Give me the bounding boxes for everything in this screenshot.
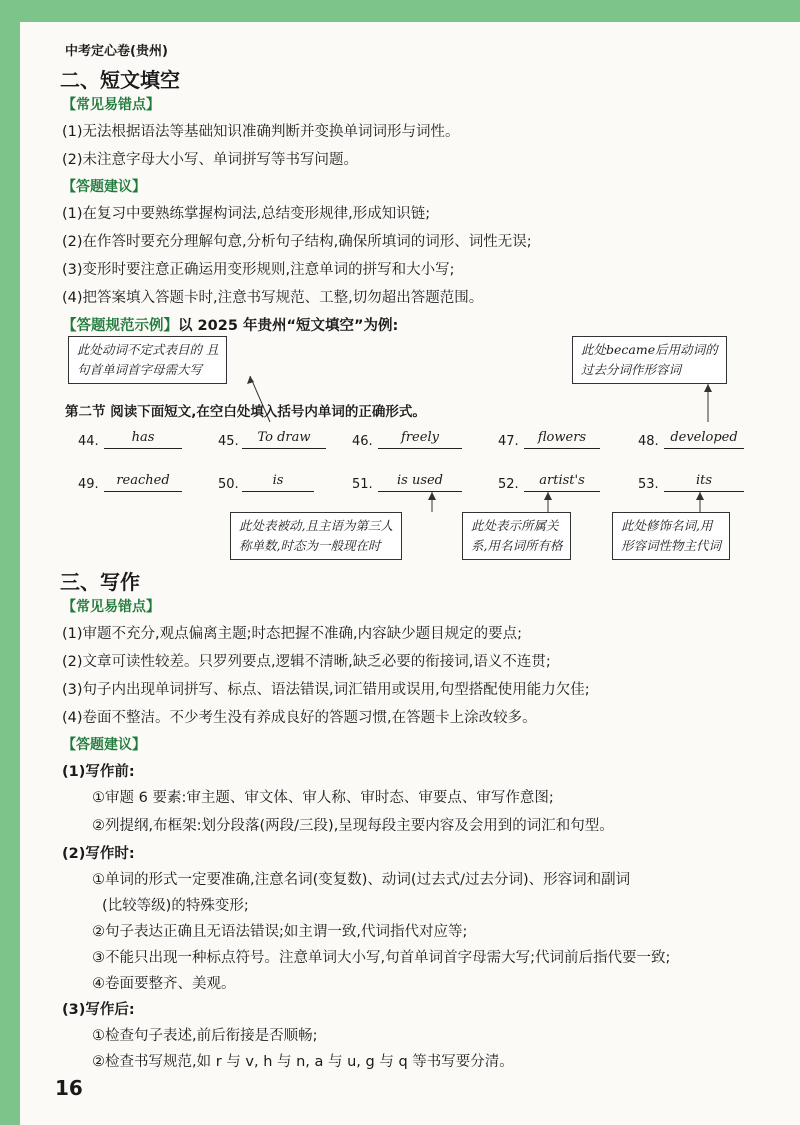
note-pronoun-line2: 形容词性物主代词 [621, 538, 722, 553]
page [20, 22, 800, 1125]
section2-advice-1: (1)在复习中要熟练掌握构词法,总结变形规律,形成知识链; [62, 206, 431, 222]
after-title: (3)写作后: [62, 1002, 135, 1018]
after-2: ②检查书写规范,如 r 与 v, h 与 n, a 与 u, g 与 q 等书写要分清。 [92, 1054, 514, 1070]
answer-num: 46. [352, 434, 373, 449]
during-title: (2)写作时: [62, 846, 135, 862]
section2-title: 二、短文填空 [60, 68, 180, 92]
answer-blank: has [104, 430, 182, 449]
part-title: 第二节 阅读下面短文,在空白处填入括号内单词的正确形式。 [65, 404, 426, 420]
answer-blank: To draw [242, 430, 326, 449]
section3-title: 三、写作 [60, 570, 140, 594]
note-infinitive-line2: 句首单词首字母需大写 [77, 362, 203, 377]
answer-blank: is used [378, 473, 462, 492]
answer-num: 49. [78, 477, 99, 492]
during-1b: (比较等级)的特殊变形; [102, 898, 249, 914]
section2-advice-2: (2)在作答时要充分理解句意,分析句子结构,确保所填词的词形、词性无误; [62, 234, 532, 250]
answer-num: 53. [638, 477, 659, 492]
answer-num: 45. [218, 434, 239, 449]
during-4: ④卷面要整齐、美观。 [92, 976, 236, 992]
section2-errors-tag: 【常见易错点】 [62, 97, 160, 113]
after-1: ①检查句子表述,前后衔接是否顺畅; [92, 1028, 318, 1044]
section2-error-2: (2)未注意字母大小写、单词拼写等书写问题。 [62, 152, 359, 168]
section2-advice-tag: 【答题建议】 [62, 179, 146, 195]
annotation-arrows [20, 22, 800, 582]
section3-error-2: (2)文章可读性较差。只罗列要点,逻辑不清晰,缺乏必要的衔接词,语义不连贯; [62, 654, 551, 670]
example-tag: 【答题规范示例】 [62, 318, 178, 334]
answer-blank: freely [378, 430, 462, 449]
answer-num: 48. [638, 434, 659, 449]
note-pronoun-line1: 此处修饰名词,用 [621, 518, 713, 533]
section2-advice-4: (4)把答案填入答题卡时,注意书写规范、工整,切勿超出答题范围。 [62, 290, 484, 306]
answer-blank: reached [104, 473, 182, 492]
note-infinitive-line1: 此处动词不定式表目的 且 [77, 342, 219, 357]
answer-blank: is [242, 473, 314, 492]
before-1: ①审题 6 要素:审主题、审文体、审人称、审时态、审要点、审写作意图; [92, 790, 554, 806]
before-title: (1)写作前: [62, 764, 135, 780]
note-became-line2: 过去分词作形容词 [581, 362, 682, 377]
answer-num: 51. [352, 477, 373, 492]
answer-num: 52. [498, 477, 519, 492]
answer-blank: artist's [524, 473, 600, 492]
note-pronoun [612, 512, 730, 560]
answer-num: 50. [218, 477, 239, 492]
during-3: ③不能只出现一种标点符号。注意单词大小写,句首单词首字母需大写;代词前后指代要一致; [92, 950, 671, 966]
section3-error-4: (4)卷面不整洁。不少考生没有养成良好的答题习惯,在答题卡上涂改较多。 [62, 710, 537, 726]
section3-error-3: (3)句子内出现单词拼写、标点、语法错误,词汇错用或误用,句型搭配使用能力欠佳; [62, 682, 590, 698]
answer-num: 44. [78, 434, 99, 449]
example-text: 以 2025 年贵州“短文填空”为例: [178, 318, 399, 334]
page-number: 16 [55, 1076, 83, 1100]
during-2: ②句子表达正确且无语法错误;如主谓一致,代词指代对应等; [92, 924, 468, 940]
section3-error-1: (1)审题不充分,观点偏离主题;时态把握不准确,内容缺少题目规定的要点; [62, 626, 523, 642]
note-possessive-line2: 系,用名词所有格 [471, 538, 563, 553]
answer-blank: flowers [524, 430, 600, 449]
note-became-line1: 此处became后用动词的 [581, 342, 718, 357]
section2-error-1: (1)无法根据语法等基础知识准确判断并变换单词词形与词性。 [62, 124, 460, 140]
section2-advice-3: (3)变形时要注意正确运用变形规则,注意单词的拼写和大小写; [62, 262, 455, 278]
note-passive [230, 512, 402, 560]
section3-errors-tag: 【常见易错点】 [62, 599, 160, 615]
before-2: ②列提纲,布框架:划分段落(两段/三段),呈现每段主要内容及会用到的词汇和句型。 [92, 818, 614, 834]
answer-num: 47. [498, 434, 519, 449]
answer-blank: its [664, 473, 744, 492]
note-passive-line1: 此处表被动,且主语为第三人 [239, 518, 393, 533]
section3-advice-tag: 【答题建议】 [62, 737, 146, 753]
during-1: ①单词的形式一定要准确,注意名词(变复数)、动词(过去式/过去分词)、形容词和副词 [92, 872, 631, 888]
answer-blank: developed [664, 430, 744, 449]
note-passive-line2: 称单数,时态为一般现在时 [239, 538, 381, 553]
running-header: 中考定心卷(贵州) [65, 44, 168, 59]
note-possessive-line1: 此处表示所属关 [471, 518, 559, 533]
note-possessive [462, 512, 571, 560]
